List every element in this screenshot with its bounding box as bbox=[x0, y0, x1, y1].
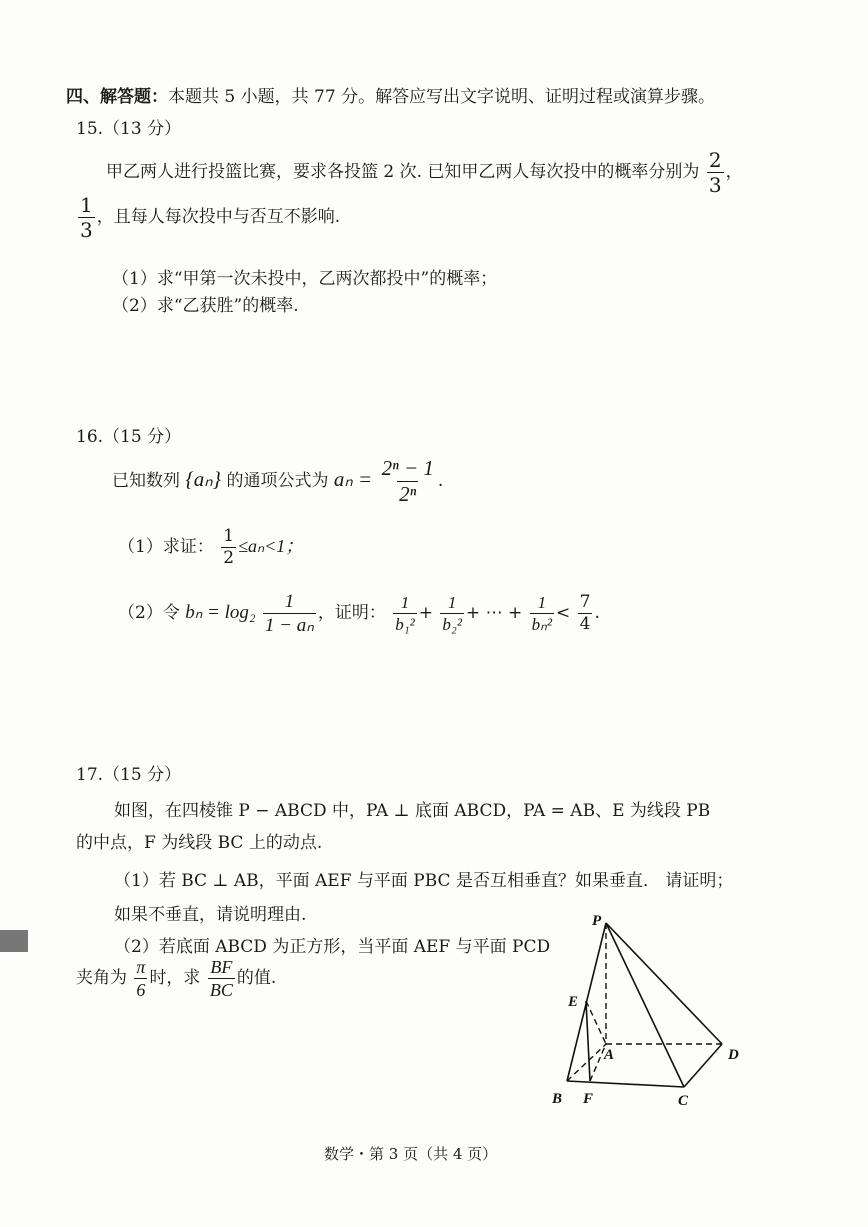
q16-log-num: 1 bbox=[284, 591, 295, 612]
q15-p1-num: 2 bbox=[708, 148, 722, 172]
q17-line1: 如图，在四棱锥 P − ABCD 中，PA ⊥ 底面 ABCD，PA = AB、E 为线段 PB bbox=[114, 801, 711, 821]
q16-term2 bbox=[440, 594, 464, 633]
edge-PD bbox=[606, 923, 722, 1044]
q15-comma: ， bbox=[725, 162, 743, 182]
edge-PC bbox=[606, 923, 684, 1087]
q16-intro bbox=[112, 458, 443, 505]
q16-part1-lead: （1）求证： bbox=[118, 537, 214, 557]
q17-line2: 的中点，F 为线段 BC 上的动点. bbox=[76, 833, 323, 853]
pyramid-figure bbox=[540, 905, 760, 1115]
q15-p2-den: 3 bbox=[80, 218, 93, 242]
q16-dots: + ⋯ + bbox=[465, 603, 523, 623]
q17-header bbox=[76, 760, 181, 785]
q15-prob-fraction-2 bbox=[78, 195, 95, 240]
q16-part1 bbox=[118, 528, 303, 567]
q16-r-den: 4 bbox=[579, 614, 591, 634]
q17-score: （15 分） bbox=[103, 765, 182, 785]
q15-score: （13 分） bbox=[103, 119, 182, 139]
q16-log-fraction bbox=[263, 592, 316, 635]
q17-angle-fraction bbox=[134, 958, 147, 999]
q15-prob-fraction-1 bbox=[707, 150, 724, 195]
q15-intro-line1 bbox=[106, 150, 743, 195]
label-B: B bbox=[552, 1091, 563, 1107]
q16-log-den: 1 − aₙ bbox=[264, 615, 314, 636]
q17-ratio-den: BC bbox=[209, 980, 233, 1000]
q16-tn-num: 1 bbox=[537, 593, 547, 612]
q16-t1-den: b₁² bbox=[395, 615, 415, 634]
q17-ang-den: 6 bbox=[136, 980, 146, 1000]
q16-t1-num: 1 bbox=[400, 593, 410, 612]
page-footer: 数学・第 3 页（共 4 页） bbox=[324, 1145, 498, 1163]
q16-bound-fraction bbox=[578, 594, 593, 633]
q16-r-num: 7 bbox=[579, 592, 591, 612]
page-edge-tab bbox=[0, 930, 28, 952]
q17-part2b-mid: 时，求 bbox=[149, 968, 201, 988]
edge-BA-hidden bbox=[567, 1044, 606, 1081]
q16-period: . bbox=[437, 471, 444, 491]
q16-sequence: {aₙ} bbox=[185, 467, 222, 491]
q16-formula-lead: 的通项公式为 bbox=[226, 471, 329, 491]
q16-part1-relation: ≤aₙ<1； bbox=[238, 536, 304, 556]
q16-score: （15 分） bbox=[103, 427, 182, 447]
q17-part2b bbox=[76, 958, 276, 999]
q16-tn-den: bₙ² bbox=[531, 615, 552, 634]
q16-term-n bbox=[530, 594, 554, 633]
q16-term1 bbox=[393, 594, 417, 633]
label-D: D bbox=[728, 1047, 739, 1063]
label-C: C bbox=[678, 1093, 689, 1109]
q16-an-fraction bbox=[380, 458, 436, 505]
q17-ratio-num: BF bbox=[210, 957, 233, 977]
q16-number: 16. bbox=[76, 427, 104, 447]
edge-CD bbox=[684, 1044, 722, 1087]
q16-t2-den: b₂² bbox=[442, 615, 462, 634]
section-heading bbox=[66, 82, 715, 107]
q17-part2b-lead: 夹角为 bbox=[76, 968, 127, 988]
q17-part1b: 如果不垂直，请说明理由. bbox=[114, 905, 307, 925]
q16-half-den: 2 bbox=[223, 548, 235, 568]
section-title: 四、解答题： bbox=[66, 87, 168, 107]
q15-header bbox=[76, 114, 181, 139]
q15-p1-den: 3 bbox=[708, 173, 722, 197]
q17-part2a: （2）若底面 ABCD 为正方形，当平面 AEF 与平面 PCD bbox=[114, 937, 551, 957]
edge-EF bbox=[586, 1001, 590, 1081]
q16-half-num: 1 bbox=[223, 526, 235, 546]
q16-part2: （2）令 bₙ = log₂ $\frac{1}{\text{1 − aₙ}}$ ，证明： $\frac{1}{\text{b₁²}}$ + $\frac{1}{\text{b₂²}}$ + ⋯ + $\frac{1}{\text{bₙ²}}$ < $\frac{7}{4}$ . bbox=[118, 591, 600, 636]
q16-intro-text: 已知数列 bbox=[112, 471, 180, 491]
q17-ang-num: π bbox=[136, 957, 146, 977]
q15-part2: （2）求“乙获胜”的概率. bbox=[112, 296, 299, 316]
q16-part2-lead: （2）令 bbox=[118, 603, 180, 623]
q16-prove: ，证明： bbox=[317, 603, 386, 623]
q16-an-den: 2ⁿ bbox=[399, 482, 417, 506]
label-P: P bbox=[592, 913, 602, 929]
q15-part1: （1）求“甲第一次未投中，乙两次都投中”的概率； bbox=[112, 269, 498, 289]
section-description: 本题共 5 小题，共 77 分。解答应写出文字说明、证明过程或演算步骤。 bbox=[168, 87, 716, 107]
q16-less-than: < bbox=[556, 603, 571, 623]
q15-intro-a: 甲乙两人进行投篮比赛，要求各投篮 2 次. 已知甲乙两人每次投中的概率分别为 bbox=[106, 162, 700, 182]
edge-BC bbox=[567, 1081, 684, 1087]
q16-header bbox=[76, 422, 181, 447]
q17-part1a: （1）若 BC ⊥ AB，平面 AEF 与平面 PBC 是否互相垂直？如果垂直． 请证明； bbox=[114, 871, 734, 891]
q17-number: 17. bbox=[76, 765, 104, 785]
edge-EA-hidden bbox=[586, 1001, 606, 1044]
q15-number: 15. bbox=[76, 119, 104, 139]
q15-intro-b: ，且每人每次投中与否互不影响. bbox=[96, 207, 341, 227]
q16-an: aₙ = bbox=[333, 467, 373, 491]
q17-ratio-fraction bbox=[208, 958, 235, 999]
label-A: A bbox=[604, 1047, 615, 1063]
q16-t2-num: 1 bbox=[447, 593, 457, 612]
q16-half-fraction bbox=[221, 528, 236, 567]
q17-part2b-end: 的值. bbox=[236, 968, 277, 988]
q16-bn: bₙ = log₂ bbox=[185, 602, 256, 623]
label-E: E bbox=[568, 994, 579, 1010]
label-F: F bbox=[583, 1091, 594, 1107]
q15-intro-line2 bbox=[76, 195, 340, 240]
q15-p2-num: 1 bbox=[80, 193, 93, 217]
q16-end: . bbox=[594, 603, 600, 623]
q16-an-num: 2ⁿ − 1 bbox=[381, 456, 434, 480]
